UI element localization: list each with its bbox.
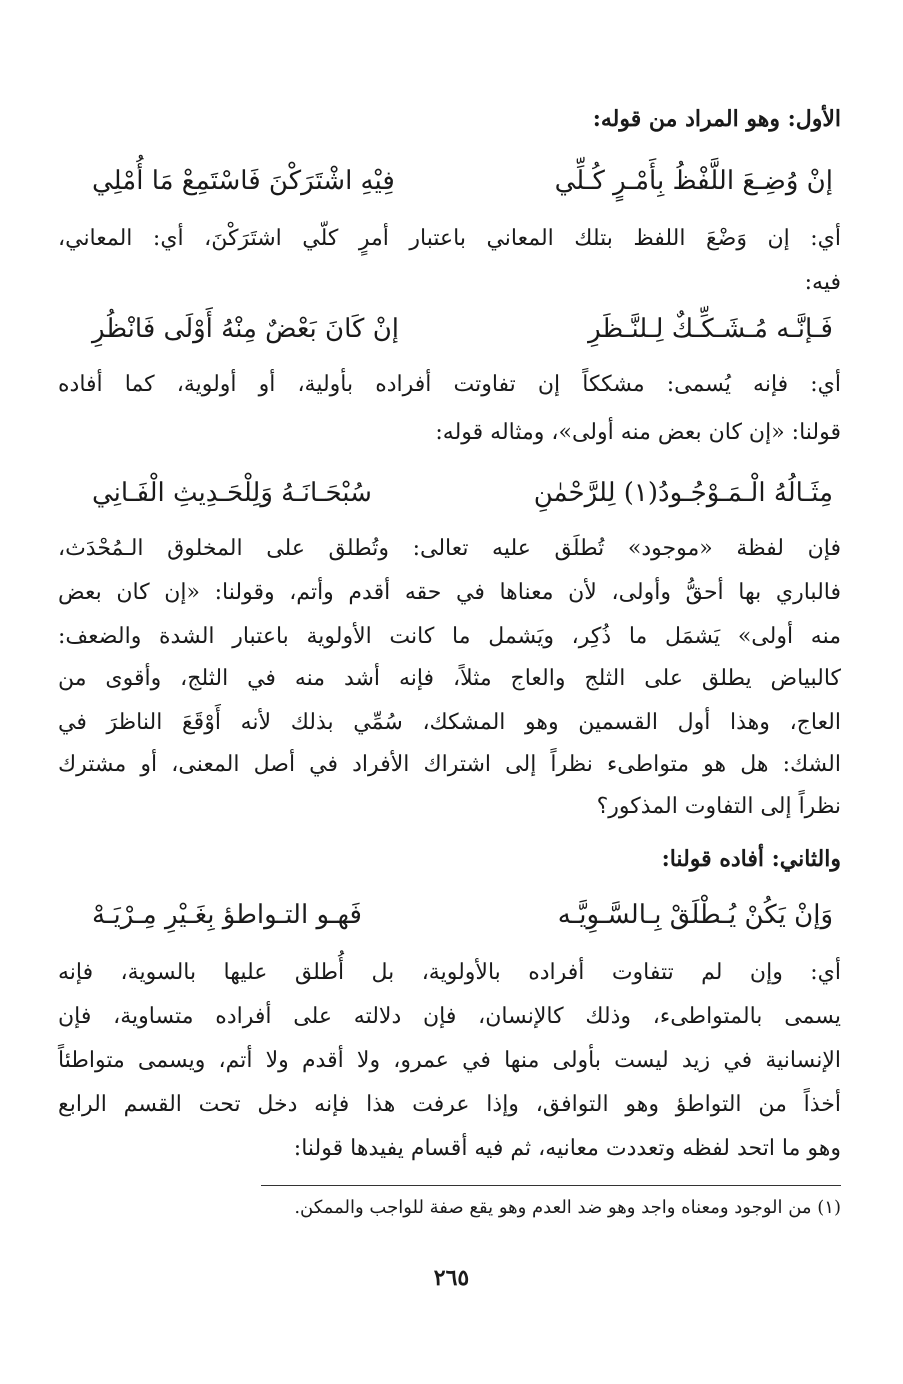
verse-3-second-hemistich: سُبْحَـانَـهُ وَلِلْحَـدِيثِ الْفَـانِي <box>92 478 372 508</box>
text-line: يسمى بالمتواطىء، وذلك كالإنسان، فإن دلالته على أفراده متساوية، فإن <box>58 1004 841 1029</box>
text-line: العاج، وهذا أول القسمين وهو المشكك، سُمِّي بذلك لأنه أَوْقَعَ الناظرَ في <box>58 710 842 735</box>
text-line: فإن لفظة «موجود» تُطلَق عليه تعالى: وتُطلق على المخلوق الـمُحْدَث، <box>58 536 841 561</box>
text-line: نظراً إلى التفاوت المذكور؟ <box>596 794 841 819</box>
verse-1-second-hemistich: فِيْهِ اشْتَرَكْنَ فَاسْتَمِعْ مَا أُمْلِي <box>92 166 395 196</box>
footnote-separator <box>261 1185 841 1186</box>
verse-4-first-hemistich: وَإنْ يَكُنْ يُـطْلَقْ بِـالسَّـوِيَّـه <box>557 900 833 930</box>
text-line: منه أولى» يَشمَل ما ذُكِر، ويَشمل ما كانت الأولوية باعتبار الشدة والضعف: <box>58 624 841 649</box>
section-heading-first: الأول: وهو المراد من قوله: <box>592 106 841 132</box>
text-line: فيه: <box>804 270 841 295</box>
verse-2-second-hemistich: إنْ كَانَ بَعْضٌ مِنْهُ أَوْلَى فَانْظُرِ <box>92 314 400 344</box>
text-line: وهو ما اتحد لفظه وتعددت معانيه، ثم فيه أقسام يفيدها قولنا: <box>293 1136 841 1161</box>
text-line: الشك: هل هو متواطىء نظراً إلى اشتراك الأفراد في أصل المعنى، أو مشترك <box>58 752 841 777</box>
footnote: (١) من الوجود ومعناه واجد وهو ضد العدم وهو يقع صفة للواجب والممكن. <box>294 1197 841 1218</box>
verse-3-first-hemistich: مِثَـالُهُ الْـمَـوْجُـودُ(١) لِلرَّحْمٰنِ <box>533 478 833 508</box>
text-line: أي: إن وَضْعَ اللفظ بتلك المعاني باعتبار أمرٍ كلّي اشتَرَكْنَ، أي: المعاني، <box>58 226 841 251</box>
text-line: فالباري بها أحقُّ وأولى، لأن معناها في حقه أقدم وأتم، وقولنا: «إن كان بعض <box>58 580 841 605</box>
verse-1-first-hemistich: إنْ وُضِـعَ اللَّفْظُ بِأَمْـرٍ كُـلِّي <box>554 166 833 196</box>
verse-2-first-hemistich: فَـإنَّـه مُـشَـكِّـكٌ لِـلنَّـظَرِ <box>588 314 833 344</box>
text-line: أي: فإنه يُسمى: مشككاً إن تفاوتت أفراده بأولية، أو أولوية، كما أفاده <box>58 372 841 397</box>
text-line: الإنسانية في زيد ليست بأولى منها في عمرو، ولا أقدم ولا أتم، ويسمى متواطئاً <box>58 1048 841 1073</box>
verse-4-second-hemistich: فَهـو التـواطؤ بِغَـيْرِ مِـرْيَـهْ <box>92 900 362 930</box>
text-line: كالبياض يطلق على الثلج والعاج مثلاً، فإنه أشد منه في الثلج، وأقوى من <box>58 666 841 691</box>
page-number: ٢٦٥ <box>433 1265 470 1291</box>
text-line: أخذاً من التواطؤ وهو التوافق، وإذا عرفت هذا فإنه دخل تحت القسم الرابع <box>58 1092 841 1117</box>
text-line: قولنا: «إن كان بعض منه أولى»، ومثاله قوله: <box>435 420 841 445</box>
section-heading-second: والثاني: أفاده قولنا: <box>661 846 841 872</box>
text-line: أي: وإن لم تتفاوت أفراده بالأولوية، بل أُطلق عليها بالسوية، فإنه <box>58 960 841 985</box>
